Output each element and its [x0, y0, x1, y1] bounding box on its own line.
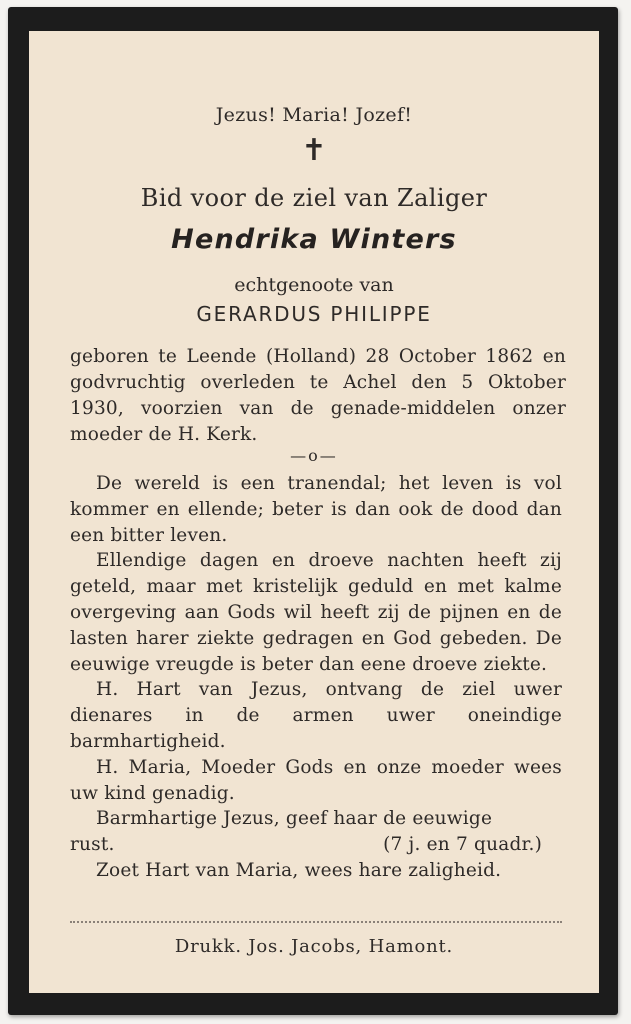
paragraph: H. Maria, Moeder Gods en onze moeder wees uw kind genadig.: [70, 756, 562, 804]
rust-line: [70, 832, 562, 858]
paragraph: De wereld is een tranendal; het leven is vol kommer en ellende; beter is dan ook de dood dan een bitter leven.: [70, 473, 562, 546]
dotted-rule: [70, 921, 562, 923]
spouse-label: echtgenoote van: [234, 274, 394, 296]
cross-icon: ✝: [301, 133, 327, 168]
paragraph: H. Hart van Jezus, ontvang de ziel uwer dienares in de armen uwer oneindige barmhartigheid.: [70, 679, 562, 752]
prayer-line: Bid voor de ziel van Zaliger: [140, 184, 488, 212]
card-paper: [29, 31, 599, 993]
memorial-card: [8, 7, 618, 1015]
rust-word: rust.: [70, 834, 115, 856]
indulgence-note: (7 j. en 7 quadr.): [383, 834, 542, 856]
section-divider: —o—: [290, 446, 338, 465]
spouse-name: GERARDUS PHILIPPE: [196, 302, 432, 326]
prayer-body: [70, 471, 562, 884]
paragraph: Barmhartige Jezus, geef haar de eeuwige: [96, 808, 493, 830]
final-prayer: Zoet Hart van Maria, wees hare zaligheid.: [96, 859, 502, 881]
printer-credit: Drukk. Jos. Jacobs, Hamont.: [174, 936, 454, 957]
header-invocation: Jezus! Maria! Jozef!: [215, 104, 413, 126]
paragraph: Ellendige dagen en droeve nachten heeft zij geteld, maar met kristelijk geduld en met kalme overgeving aan Gods wil heeft zij de pijnen en de lasten harer ziekte gedragen en God gebeden. De eeuwige vreugde is beter dan eene droeve ziekte.: [70, 550, 562, 675]
deceased-name: Hendrika Winters: [171, 224, 457, 255]
birth-death-text: geboren te Leende (Holland) 28 October 1862 en godvruchtig overleden te Achel den 5 Oktober 1930, voorzien van de genade-middelen onzer moeder de H. Kerk.: [70, 346, 566, 445]
